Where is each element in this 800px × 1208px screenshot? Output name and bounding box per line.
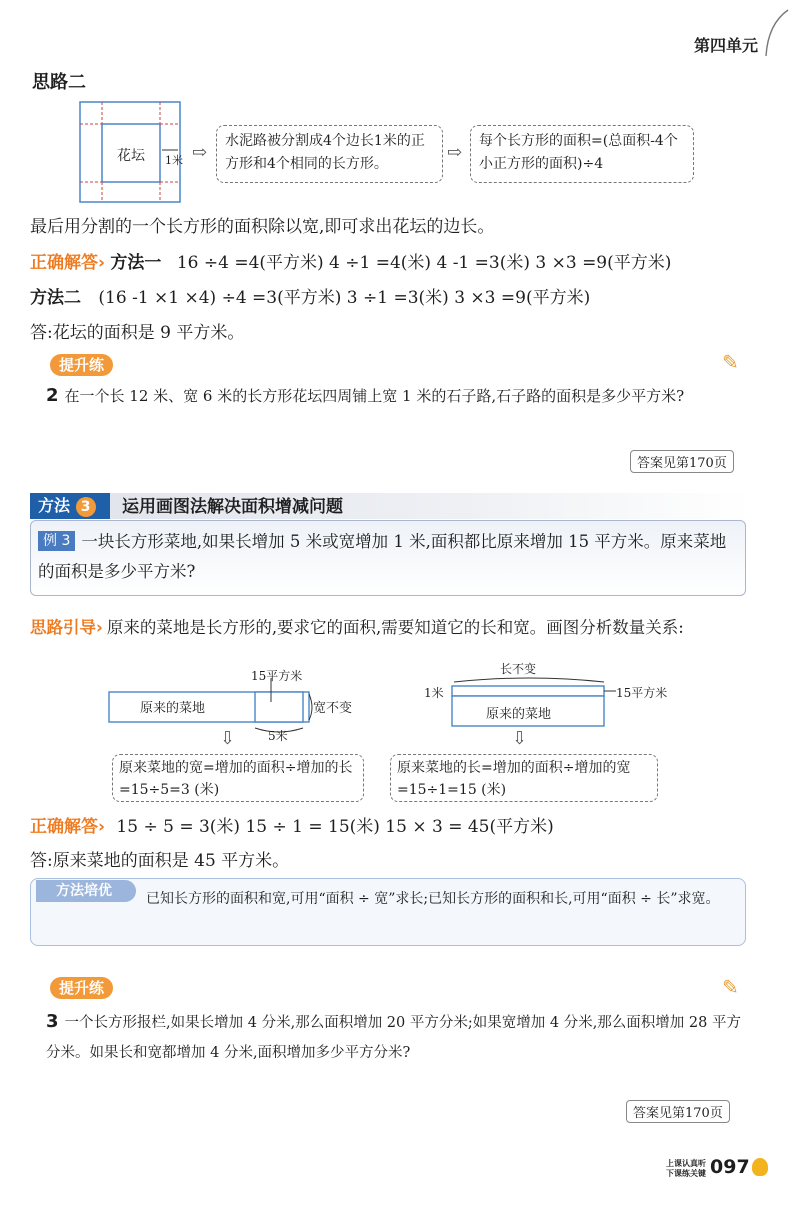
practice-tag-2: 提升练 (50, 354, 113, 376)
pencil-icon: ✎ (722, 350, 739, 374)
practice-tag-3: 提升练 (50, 977, 113, 999)
answer-reference-2: 答案见第170页 (630, 450, 734, 473)
final-step-text: 最后用分割的一个长方形的面积除以宽,即可求出花坛的边长。 (30, 217, 495, 237)
method2-label: 方法二 (30, 288, 81, 308)
practice2-number: 2 (46, 385, 59, 406)
answer-reference-3: 答案见第170页 (626, 1100, 730, 1123)
footer-slogan: 上课认真听 下课练关键 (666, 1159, 706, 1178)
left-area-label: 15平方米 (251, 669, 303, 683)
answer1-line2 (30, 283, 590, 308)
method1-text: 16 ÷4 =4(平方米) 4 ÷1 =4(米) 4 -1 =3(米) 3 ×3 =9(平方米) (176, 253, 672, 273)
right-diagram (420, 672, 620, 732)
garden-label: 花坛 (117, 148, 145, 164)
tip-label: 方法培优 (36, 880, 136, 902)
answer2-conclusion: 答:原来菜地的面积是 45 平方米。 (30, 851, 290, 871)
guide-block: 思路引导› 原来的菜地是长方形的,要求它的面积,需要知道它的长和宽。画图分析数量关系: (30, 618, 684, 637)
left-side-label: 宽不变 (313, 701, 353, 716)
method2-text: (16 -1 ×1 ×4) ÷4 =3(平方米) 3 ÷1 =3(米) 3 ×3 =9(平方米) (98, 288, 591, 308)
answer2-line: 正确解答› 15 ÷ 5 = 3(米) 15 ÷ 1 = 15(米) 15 × 3 = 45(平方米) (30, 817, 554, 837)
pencil-icon: ✎ (722, 975, 739, 999)
method3-tag: 方法 3 (30, 493, 110, 519)
example3-text: 一块长方形菜地,如果长增加 5 米或宽增加 1 米,面积都比原来增加 15 平方米。原来菜地的面积是多少平方米? (38, 532, 727, 581)
idea2-box-1: 水泥路被分割成4个边长1米的正方形和4个相同的长方形。 (216, 125, 443, 183)
practice3-text: 一个长方形报栏,如果长增加 4 分米,那么面积增加 20 平方分米;如果宽增加 4 分米,那么面积增加 28 平方分米。如果长和宽都增加 4 分米,面积增加多少平方分米? (46, 1015, 741, 1061)
page-number: 097 (710, 1156, 750, 1178)
practice2-text: 在一个长 12 米、宽 6 米的长方形花坛四周铺上宽 1 米的石子路,石子路的面积是多少平方米? (64, 387, 685, 405)
answer2-steps: 15 ÷ 5 = 3(米) 15 ÷ 1 = 15(米) 15 × 3 = 45(平方米) (116, 817, 554, 837)
example3-label: 例 3 (38, 531, 75, 551)
method1-label: 方法一 (110, 253, 162, 273)
mascot-icon (752, 1158, 768, 1176)
practice3-question (46, 1007, 746, 1068)
right-left-label: 1米 (424, 686, 444, 700)
right-result-box: 原来菜地的长=增加的面积÷增加的宽=15÷1=15 (米) (390, 754, 658, 802)
practice2-question (46, 385, 684, 406)
right-main-label: 原来的菜地 (486, 707, 552, 722)
practice3-number: 3 (46, 1011, 59, 1032)
example3-content (38, 527, 738, 587)
idea2-box-2: 每个长方形的面积=(总面积-4个小正方形的面积)÷4 (470, 125, 694, 183)
answer1-label: 正确解答 (30, 253, 98, 273)
unit-label: 第四单元 (694, 36, 759, 55)
tip-text: 已知长方形的面积和宽,可用“面积 ÷ 宽”求长;已知长方形的面积和长,可用“面积 ÷ 长”求宽。 (146, 891, 720, 907)
left-main-label: 原来的菜地 (140, 701, 206, 716)
right-top-label: 长不变 (500, 662, 537, 676)
right-area-label: 15平方米 (616, 686, 668, 700)
guide-label: 思路引导 (30, 618, 96, 637)
answer1-conclusion: 答:花坛的面积是 9 平方米。 (30, 323, 245, 343)
corner-curl (760, 8, 790, 58)
left-bottom-label: 5米 (268, 729, 288, 743)
section-title: 思路二 (32, 72, 86, 93)
meter-label: 1米 (165, 154, 183, 167)
method3-title: 运用画图法解决面积增减问题 (122, 497, 343, 517)
answer1-line1: 正确解答› 方法一 16 ÷4 =4(平方米) 4 ÷1 =4(米) 4 -1 =3(米) 3 ×3 =9(平方米) (30, 253, 672, 273)
answer2-label: 正确解答 (30, 817, 98, 837)
guide-text: 原来的菜地是长方形的,要求它的面积,需要知道它的长和宽。画图分析数量关系: (106, 618, 684, 637)
down-arrow-right: ⇩ (512, 728, 528, 749)
arrow-2: ⇨ (447, 142, 463, 163)
arrow-1: ⇨ (192, 142, 208, 163)
method3-number: 3 (76, 497, 96, 517)
left-result-box: 原来菜地的宽=增加的面积÷增加的长=15÷5=3 (米) (112, 754, 364, 802)
down-arrow-left: ⇩ (220, 728, 236, 749)
